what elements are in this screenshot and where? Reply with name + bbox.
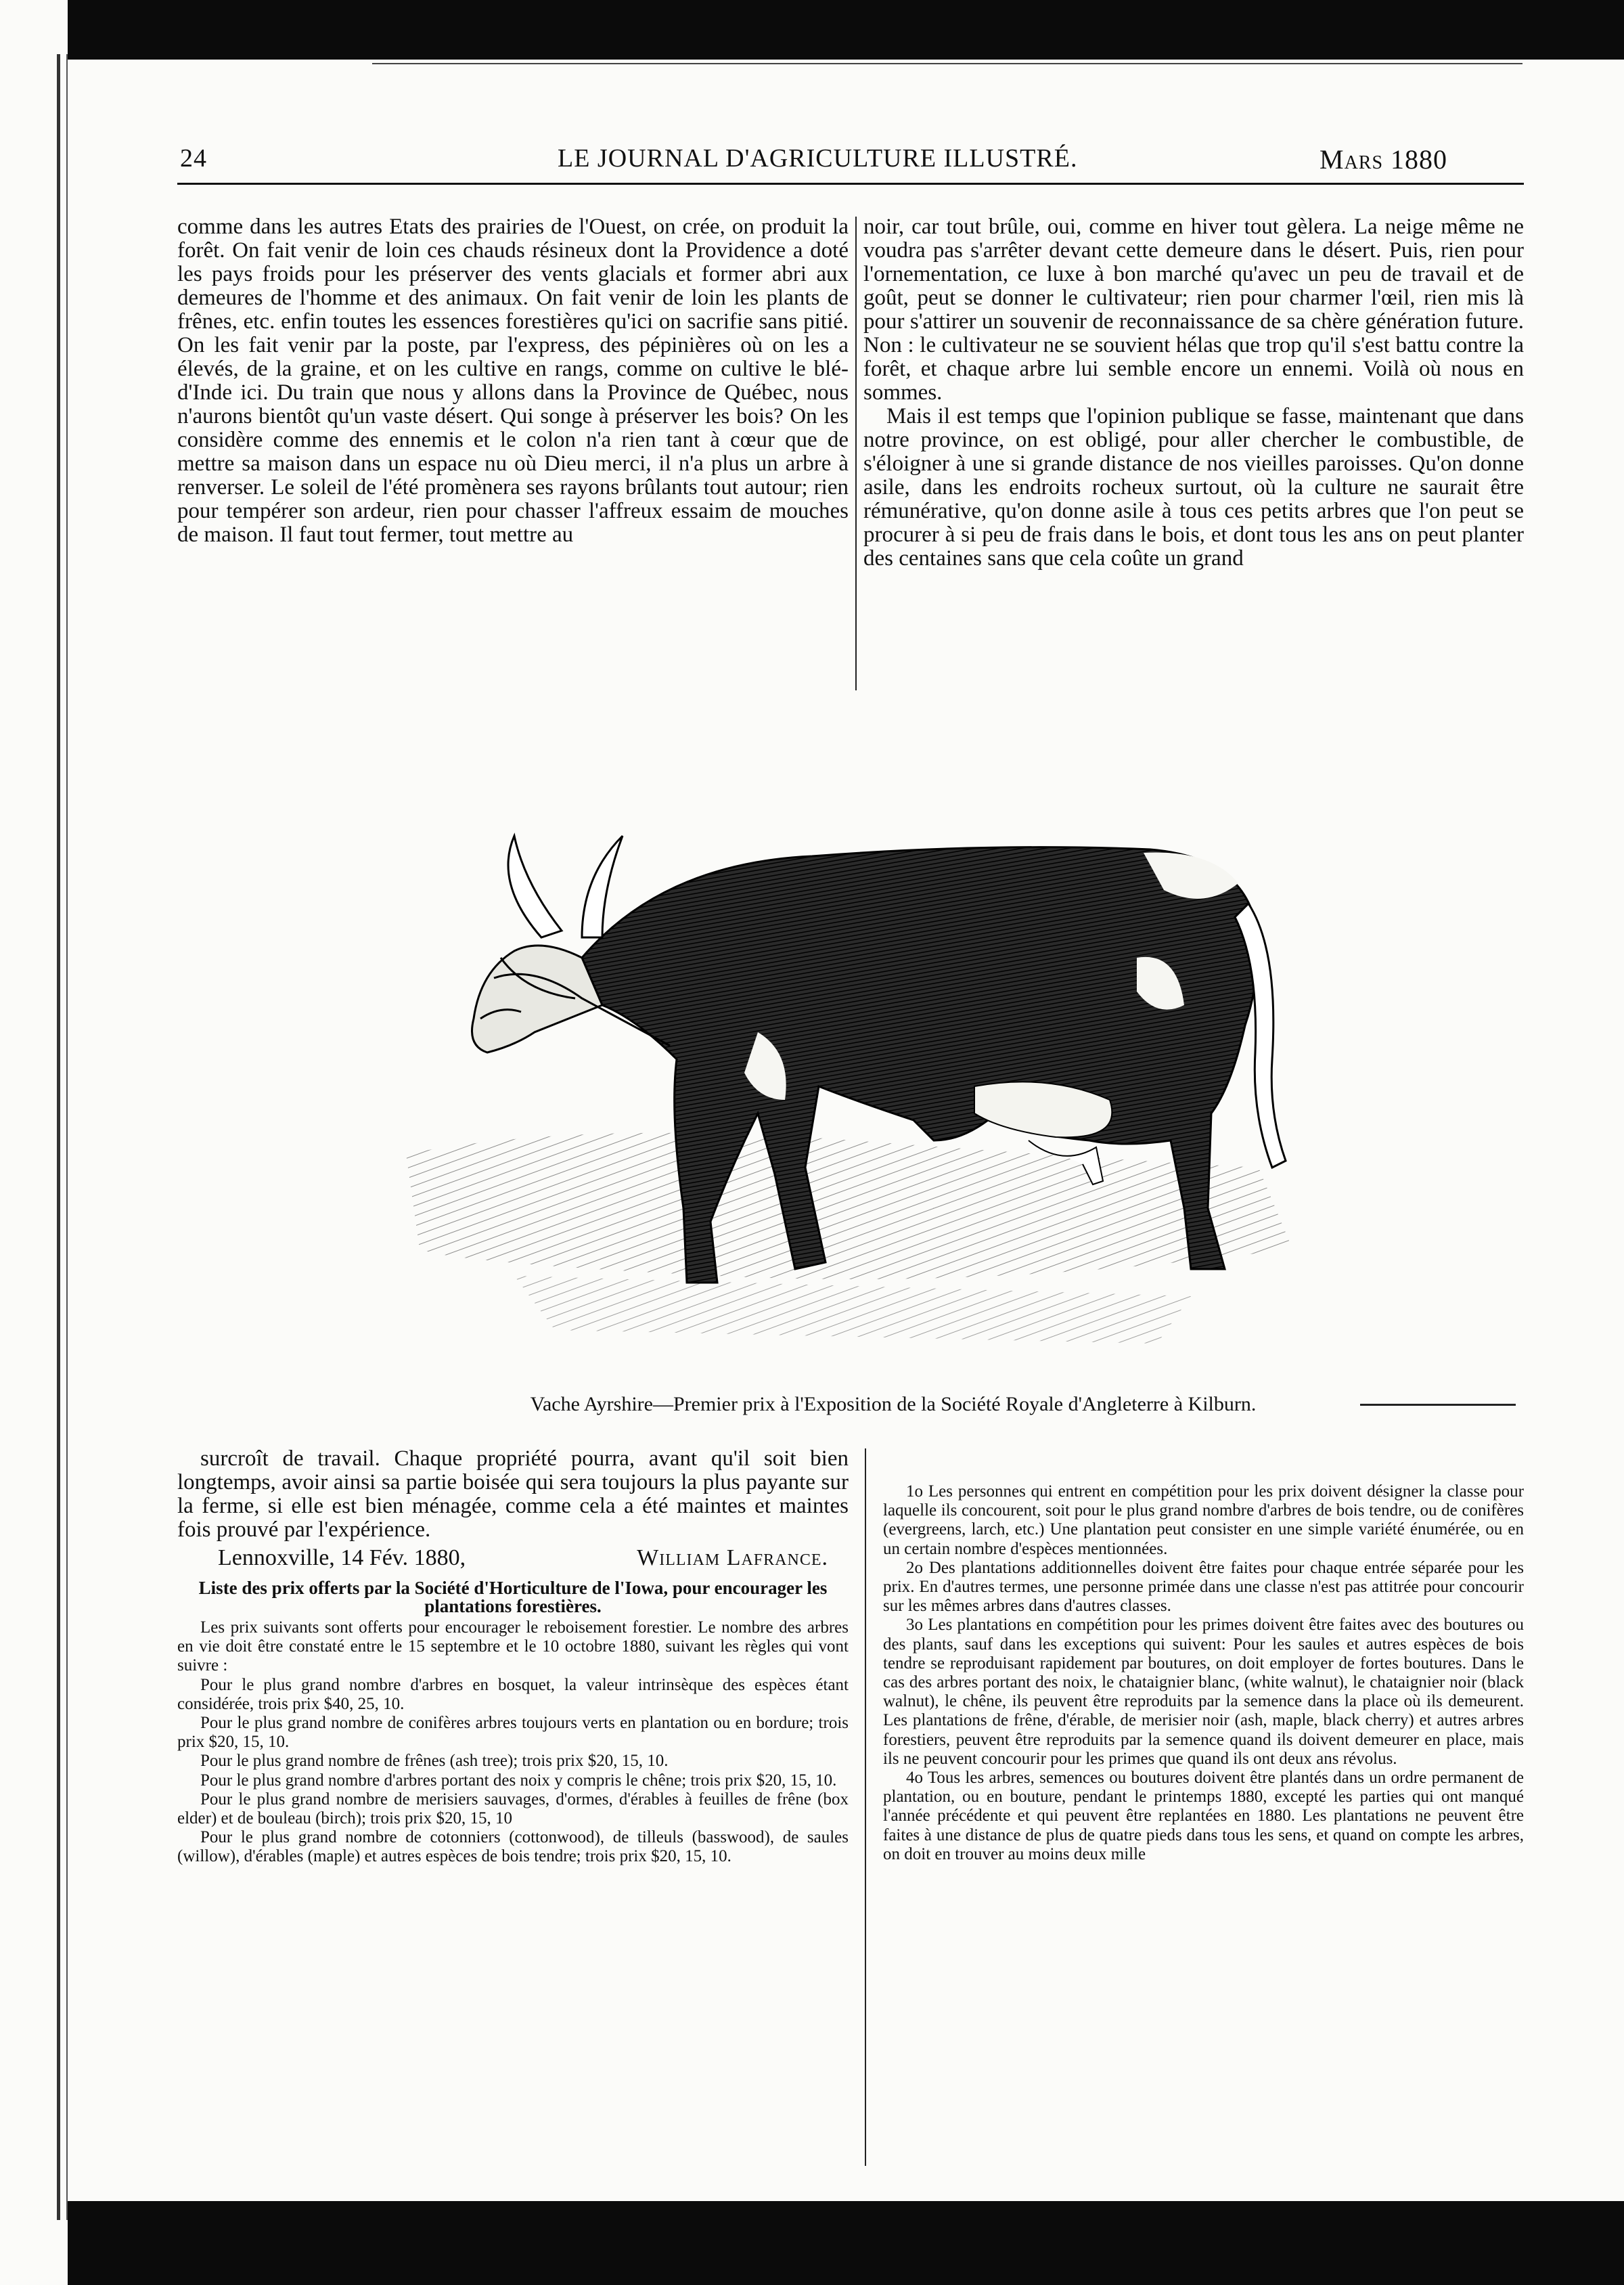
paragraph: Mais il est temps que l'opinion publique se fasse, maintenant que dans notre province, on est obligé, pour aller chercher le combustible, de s'éloigner à une si grande distance de nos vieilles paroisses. Qu'on donne asile, dans les endroits rocheux surtout, où la culture ne saurait être rémunérative, qu'on donne asile à tous ces petits arbres que l'on peut se procurer à si peu de frais dans le bois, et dont tous les ans on peut planter des centaines sans que cela coûte un grand	[863, 404, 1524, 571]
top-rule	[372, 63, 1522, 64]
rule-item: 3o Les plantations en compétition pour les primes doivent être faites avec des boutures ou des plants, sauf dans les exceptions qui suivent: Pour les saules et autres espèces de bois tendre se reproduisant rapidement par boutures, on doit employer de fortes boutures. Dans le cas des arbres portant des noix, le chataignier blanc, (white walnut), le chataignier noir (black walnut), le chêne, ils peuvent être reproduits par la semence dans la place où ils demeurent. Les plantations de frêne, d'érable, de merisier noir (ash, maple, black cherry) et autres arbres forestiers, peuvent être reproduits par la semence quand ils doivent demeurer en place, mais ils ne peuvent concourir pour les primes que quand ils ont deux ans révolus.	[883, 1616, 1524, 1768]
paragraph: noir, car tout brûle, oui, comme en hiver tout gèlera. La neige même ne voudra pas s'arrêter devant cette demeure dans le désert. Puis, rien pour l'ornementation, ce luxe à bon marché qu'avec un peu de travail et de goût, peut se donner le cultivateur; rien pour charmer l'œil, rien mis là pour s'attirer un souvenir de reconnaissance de sa chère génération future. Non : le cultivateur ne se souvient hélas que trop qu'il s'est battu contre la forêt, et chaque arbre lui semble encore un ennemi. Voilà où nous en sommes.	[863, 215, 1524, 405]
journal-title: LE JOURNAL D'AGRICULTURE ILLUSTRÉ.	[558, 144, 1078, 173]
list-item: Les prix suivants sont offerts pour encourager le reboisement forestier. Le nombre des arbres en vie doit être constaté entre le 15 septembre et le 10 octobre 1880, suivant les règles qui vont suivre :	[177, 1618, 849, 1675]
paragraph: surcroît de travail. Chaque propriété pourra, avant qu'il soit bien longtemps, avoir ainsi sa partie boisée qui sera toujours la plus payante sur la ferme, si elle est bien ménagée, comme cela a été maintes et maintes fois prouvé par l'expérience.	[177, 1446, 849, 1542]
list-item: Pour le plus grand nombre de merisiers sauvages, d'ormes, d'érables à feuilles de frêne (box elder) et de bouleau (birch); trois prix $20, 15, 10	[177, 1790, 849, 1828]
paragraph: comme dans les autres Etats des prairies de l'Ouest, on crée, on produit la forêt. On fait venir de loin ces chauds résineux dont la Providence a doté les pays froids pour les préserver des vents glacials et former abri aux demeures de l'homme et des animaux. On fait venir de loin les plants de frênes, etc. enfin toutes les essences forestières qu'ici on sacrifie sans pitié. On les fait venir par la poste, par l'express, des pépinières où on les a élevés, de la graine, et on les cultive en rangs, comme on cultive le blé-d'Inde ici. Du train que nous y allons dans la Province de Québec, nous n'aurons bientôt qu'un vaste désert. Qui songe à préserver les bois? On les considère comme des ennemis et le colon n'a rien tant à cœur que de mettre sa maison dans un espace nu où Dieu merci, il n'a plus un arbre à renverser. Le soleil de l'été promènera ses rayons brûlants tout autour; rien pour tempérer son ardeur, rien pour chasser l'affreux essaim de mouches de maison. Il faut tout fermer, tout mettre au	[177, 215, 849, 547]
column-divider	[855, 217, 857, 690]
page-number: 24	[180, 144, 207, 173]
article-column-1	[177, 215, 849, 547]
issue-date: Mars 1880	[1320, 144, 1448, 175]
list-item: Pour le plus grand nombre d'arbres en bosquet, la valeur intrinsèque des espèces étant considérée, trois prix $40, 25, 10.	[177, 1675, 849, 1713]
binding-edge	[57, 54, 60, 2220]
list-item: Pour le plus grand nombre de cotonniers (cottonwood), de tilleuls (basswood), de saules (willow), d'érables (maple) et autres espèces de bois tendre; trois prix $20, 15, 10.	[177, 1828, 849, 1866]
article-column-4	[883, 1482, 1524, 1864]
prize-list	[177, 1618, 849, 1867]
list-item: Pour le plus grand nombre de conifères arbres toujours verts en plantation ou en bordure; trois prix $20, 15, 10.	[177, 1714, 849, 1752]
list-title: Liste des prix offerts par la Société d'Horticulture de l'Iowa, pour encourager les plantations forestières.	[198, 1578, 828, 1616]
illustration-caption: Vache Ayrshire—Premier prix à l'Exposition de la Société Royale d'Angleterre à Kilburn.	[530, 1393, 1257, 1415]
signature-place-date: Lennoxville, 14 Fév. 1880,	[218, 1545, 466, 1570]
scan-top-border	[68, 0, 1624, 60]
binding-edge-inner	[66, 54, 68, 2220]
column-divider	[865, 1448, 866, 2166]
ayrshire-cow-engraving	[379, 734, 1374, 1377]
list-item: Pour le plus grand nombre de frênes (ash tree); trois prix $20, 15, 10.	[200, 1752, 669, 1771]
list-item: Pour le plus grand nombre d'arbres portant des noix y compris le chêne; trois prix $20, 15, 10.	[200, 1771, 837, 1790]
rule-item: 1o Les personnes qui entrent en compétition pour les prix doivent désigner la classe pour laquelle ils concourent, soit pour le plus grand nombre d'arbres de bois tendre, ou de conifères (evergreens, larch, etc.) Une plantation peut consister en une simple variété énumérée, ou en un certain nombre d'espèces mentionnées.	[883, 1482, 1524, 1558]
signature	[177, 1546, 849, 1570]
signature-name: William Lafrance.	[637, 1545, 828, 1570]
article-column-3	[177, 1447, 849, 1867]
ground-hatching	[406, 1133, 1292, 1344]
rule-item: 2o Des plantations additionnelles doivent être faites pour chaque entrée séparée pour les prix. En d'autres termes, une personne primée dans une classe n'est pas attitrée pour concourir sur les mêmes arbres dans d'autres classes.	[883, 1558, 1524, 1616]
caption-rule	[1360, 1404, 1516, 1406]
scan-bottom-border	[68, 2201, 1624, 2285]
header-rule	[177, 183, 1524, 185]
article-column-2	[863, 215, 1524, 571]
rule-item: 4o Tous les arbres, semences ou boutures doivent être plantés dans un ordre permanent de plantation, ou en bouture, pendant le printemps 1880, excepté les parties qui ont manqué l'année précédente et qui peuvent être replantées en 1880. Les plantations ne peuvent être faites à une distance de plus de quatre pieds dans tous les sens, et quand on compte les arbres, on doit en trouver au moins deux mille	[883, 1769, 1524, 1863]
